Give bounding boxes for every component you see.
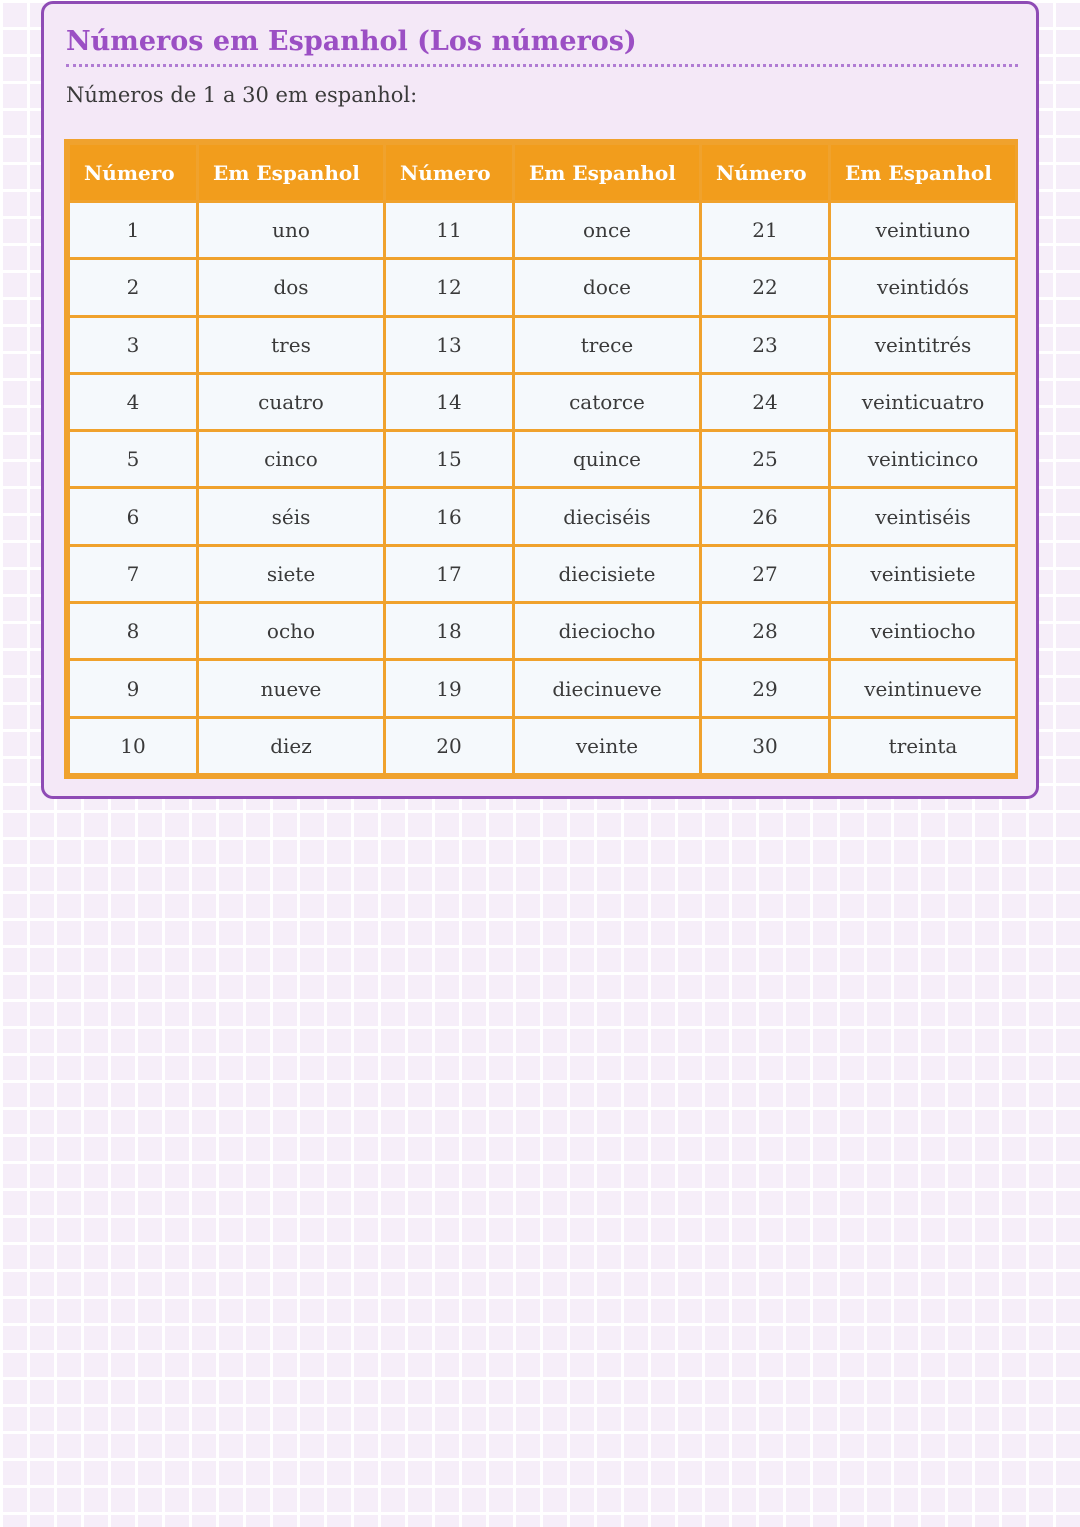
number-cell: 12 [385, 259, 514, 316]
number-cell: 3 [69, 316, 198, 373]
numbers-table [67, 142, 1018, 776]
spanish-word-cell: catorce [514, 373, 701, 430]
number-cell: 28 [701, 603, 830, 660]
number-cell: 25 [701, 431, 830, 488]
spanish-word-cell: trece [514, 316, 701, 373]
spanish-word-cell: diecinueve [514, 660, 701, 717]
spanish-word-cell: diecisiete [514, 545, 701, 602]
spanish-word-cell: veinticinco [830, 431, 1017, 488]
spanish-word-cell: dieciocho [514, 603, 701, 660]
number-cell: 13 [385, 316, 514, 373]
table-row [69, 202, 1017, 259]
spanish-word-cell: veinte [514, 717, 701, 774]
number-cell: 20 [385, 717, 514, 774]
number-cell: 11 [385, 202, 514, 259]
spanish-word-cell: veintiuno [830, 202, 1017, 259]
table-row [69, 660, 1017, 717]
spanish-word-cell: dos [198, 259, 385, 316]
content-card [41, 1, 1039, 799]
spanish-word-cell: quince [514, 431, 701, 488]
number-cell: 14 [385, 373, 514, 430]
spanish-word-cell: tres [198, 316, 385, 373]
spanish-word-cell: séis [198, 488, 385, 545]
column-header-number: Número [385, 144, 514, 202]
number-cell: 9 [69, 660, 198, 717]
spanish-word-cell: ocho [198, 603, 385, 660]
spanish-word-cell: veintidós [830, 259, 1017, 316]
spanish-word-cell: siete [198, 545, 385, 602]
number-cell: 23 [701, 316, 830, 373]
number-cell: 5 [69, 431, 198, 488]
table-row [69, 259, 1017, 316]
spanish-word-cell: treinta [830, 717, 1017, 774]
column-header-spanish: Em Espanhol [830, 144, 1017, 202]
spanish-word-cell: once [514, 202, 701, 259]
number-cell: 7 [69, 545, 198, 602]
number-cell: 15 [385, 431, 514, 488]
table-header-row [69, 144, 1017, 202]
page-title: Números em Espanhol (Los números) [66, 26, 637, 57]
numbers-table-container [64, 139, 1018, 779]
spanish-word-cell: nueve [198, 660, 385, 717]
spanish-word-cell: veintiséis [830, 488, 1017, 545]
number-cell: 21 [701, 202, 830, 259]
number-cell: 4 [69, 373, 198, 430]
number-cell: 8 [69, 603, 198, 660]
spanish-word-cell: veinticuatro [830, 373, 1017, 430]
spanish-word-cell: veintiocho [830, 603, 1017, 660]
table-row [69, 603, 1017, 660]
spanish-word-cell: cuatro [198, 373, 385, 430]
spanish-word-cell: veintitrés [830, 316, 1017, 373]
number-cell: 18 [385, 603, 514, 660]
number-cell: 10 [69, 717, 198, 774]
column-header-number: Número [69, 144, 198, 202]
spanish-word-cell: uno [198, 202, 385, 259]
number-cell: 22 [701, 259, 830, 316]
number-cell: 30 [701, 717, 830, 774]
number-cell: 17 [385, 545, 514, 602]
column-header-spanish: Em Espanhol [514, 144, 701, 202]
number-cell: 29 [701, 660, 830, 717]
table-row [69, 373, 1017, 430]
number-cell: 6 [69, 488, 198, 545]
table-row [69, 488, 1017, 545]
table-row [69, 316, 1017, 373]
spanish-word-cell: veintisiete [830, 545, 1017, 602]
number-cell: 1 [69, 202, 198, 259]
spanish-word-cell: diez [198, 717, 385, 774]
number-cell: 16 [385, 488, 514, 545]
number-cell: 27 [701, 545, 830, 602]
column-header-spanish: Em Espanhol [198, 144, 385, 202]
table-row [69, 545, 1017, 602]
spanish-word-cell: cinco [198, 431, 385, 488]
number-cell: 2 [69, 259, 198, 316]
number-cell: 24 [701, 373, 830, 430]
column-header-number: Número [701, 144, 830, 202]
title-divider [66, 64, 1018, 67]
page-subtitle: Números de 1 a 30 em espanhol: [66, 83, 418, 107]
number-cell: 19 [385, 660, 514, 717]
number-cell: 26 [701, 488, 830, 545]
table-row [69, 431, 1017, 488]
spanish-word-cell: dieciséis [514, 488, 701, 545]
spanish-word-cell: doce [514, 259, 701, 316]
spanish-word-cell: veintinueve [830, 660, 1017, 717]
table-row [69, 717, 1017, 774]
